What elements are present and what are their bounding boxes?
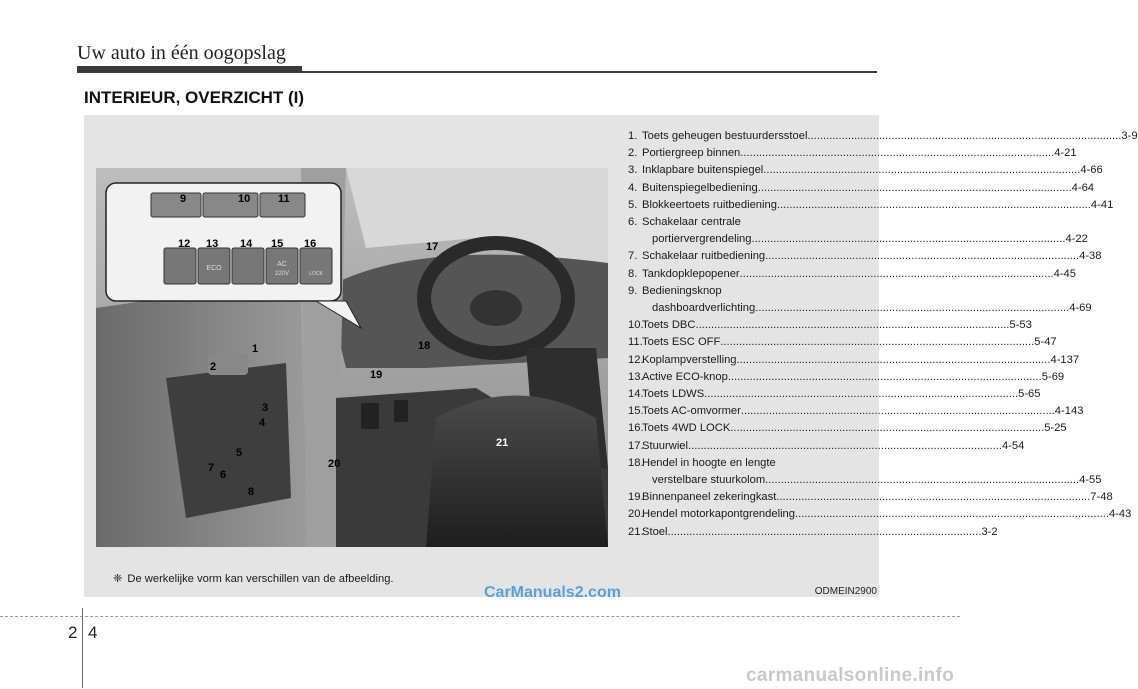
leader-dots <box>741 403 1055 420</box>
footnote-text: De werkelijke vorm kan verschillen van de afbeelding. <box>127 573 394 585</box>
page-divider <box>82 608 83 688</box>
legend-item-number: 1. <box>628 130 638 142</box>
legend-item-label: Stoel <box>642 525 668 538</box>
leader-dots <box>765 248 1079 265</box>
legend-item-page: 7-48 <box>1090 491 1113 504</box>
legend-item-number: 16. <box>628 422 644 435</box>
figure-code: ODMEIN2900 <box>814 586 877 597</box>
legend-item-number: 7. <box>628 250 638 263</box>
legend-item <box>628 524 998 541</box>
legend-item-number: 14. <box>628 388 644 401</box>
leader-dots <box>720 334 1034 351</box>
leader-dots <box>755 300 1069 317</box>
legend-item-label: Toets 4WD LOCK <box>642 422 731 435</box>
legend-item-label-cont: portiervergrendeling <box>652 233 752 246</box>
callout-7: 7 <box>208 462 215 474</box>
eco-switch-label: ECO <box>206 265 222 272</box>
legend-item-page: 4-143 <box>1054 405 1084 418</box>
legend-item-page: 4-54 <box>1001 439 1025 452</box>
legend-item-label: Toets geheugen bestuurdersstoel <box>642 130 808 142</box>
legend-item-label: Portiergreep binnen <box>642 147 741 160</box>
leader-dots <box>740 266 1054 283</box>
legend-item-label-cont: verstelbare stuurkolom <box>652 474 766 487</box>
callout-17: 17 <box>426 241 439 253</box>
legend-item-page: 4-137 <box>1050 353 1080 366</box>
lock-switch-label: LOCK <box>309 271 323 277</box>
lower-switch-row <box>164 248 332 284</box>
legend-item <box>628 369 1065 386</box>
legend-item <box>628 128 1138 145</box>
leader-dots <box>695 317 1009 334</box>
legend-item <box>628 403 1084 420</box>
callout-15: 15 <box>271 238 284 250</box>
legend-item-page: 3-9 <box>1121 130 1138 142</box>
legend-item-page: 5-53 <box>1009 319 1032 332</box>
legend-item-page: 5-25 <box>1044 422 1067 435</box>
legend-item-page: 4-38 <box>1079 250 1102 263</box>
legend-item-page: 4-55 <box>1079 474 1102 487</box>
callout-5: 5 <box>236 447 243 459</box>
legend-item <box>628 197 1114 214</box>
callout-6: 6 <box>220 469 227 481</box>
callout-11: 11 <box>278 193 290 205</box>
legend-item-label: Blokkeertoets ruitbediening <box>642 198 777 211</box>
legend-item-label-cont: dashboardverlichting <box>652 302 756 315</box>
callout-1: 1 <box>252 343 259 355</box>
legend-item <box>628 386 1041 403</box>
leader-dots <box>740 145 1054 162</box>
legend-item-number: 15. <box>628 405 644 418</box>
legend-item-label: Hendel in hoogte en lengte <box>642 456 776 469</box>
legend-item-label: Tankdopklepopener <box>642 267 740 280</box>
footnote-symbol: ❈ <box>113 573 123 585</box>
leader-dots <box>704 386 1018 403</box>
leader-dots <box>737 352 1051 369</box>
legend-item-page: 4-21 <box>1054 147 1077 160</box>
legend-item-label: Toets DBC <box>642 319 696 332</box>
callout-19: 19 <box>370 369 383 381</box>
page-number: 4 <box>88 623 98 642</box>
callout-2: 2 <box>210 361 217 373</box>
leader-dots <box>758 180 1072 197</box>
legend-item-number: 8. <box>628 267 638 280</box>
legend-item-number: 10. <box>628 319 644 332</box>
legend-item-number: 12. <box>628 353 644 366</box>
legend-item-number: 2. <box>628 147 638 160</box>
callout-13: 13 <box>206 238 219 250</box>
legend-item <box>628 248 1102 265</box>
legend-item <box>628 455 1102 489</box>
watermark-carmanuals2: CarManuals2.com <box>484 584 621 601</box>
header-rule-thin <box>77 71 877 73</box>
legend-item <box>628 334 1057 351</box>
legend-item <box>628 317 1032 334</box>
legend-item-label: Schakelaar centrale <box>642 216 741 229</box>
callout-20: 20 <box>328 458 341 470</box>
legend-item-number: 19. <box>628 491 644 504</box>
callout-10: 10 <box>238 193 251 205</box>
legend-item <box>628 489 1113 506</box>
legend-item-page: 4-66 <box>1080 164 1103 177</box>
leader-dots <box>728 369 1042 386</box>
callout-3: 3 <box>262 402 269 414</box>
callout-4: 4 <box>259 417 266 429</box>
legend-item-page: 4-69 <box>1069 302 1092 315</box>
interior-illustration <box>96 168 608 547</box>
leader-dots <box>688 438 1002 455</box>
callout-18: 18 <box>418 340 431 352</box>
legend-item <box>628 283 1092 317</box>
legend-item-label: Inklapbare buitenspiegel. <box>642 164 767 177</box>
legend-item <box>628 266 1076 283</box>
legend-item-number: 13. <box>628 370 644 383</box>
legend-item-page: 5-47 <box>1034 336 1057 349</box>
legend-item <box>628 162 1103 179</box>
callout-12: 12 <box>178 238 191 250</box>
legend-item-number: 5. <box>628 198 638 211</box>
legend-item-page: 4-41 <box>1090 198 1114 211</box>
legend-item-label: Binnenpaneel zekeringkast <box>642 491 777 504</box>
callout-16: 16 <box>304 238 317 250</box>
running-head: Uw auto in één oogopslag <box>77 42 286 64</box>
door-armrest <box>166 363 291 518</box>
pedal <box>394 400 408 422</box>
leader-dots <box>807 128 1121 145</box>
legend-item <box>628 352 1080 369</box>
leader-dots <box>668 524 982 541</box>
legend-item-page: 4-22 <box>1065 233 1088 246</box>
legend-item-label: Toets AC-omvormer <box>642 405 741 418</box>
legend-item-number: 4. <box>628 181 638 194</box>
legend-item-number: 9. <box>628 284 638 297</box>
ac-switch-label: AC <box>277 261 287 268</box>
section-title: INTERIEUR, OVERZICHT (I) <box>84 88 305 107</box>
legend-item-label: Toets LDWS <box>642 388 705 401</box>
callout-9: 9 <box>180 193 187 205</box>
leader-dots <box>776 489 1090 506</box>
legend-item-number: 18. <box>628 456 644 469</box>
legend-item-number: 21. <box>628 525 644 538</box>
legend-item-number: 20. <box>628 508 644 521</box>
legend-item-label: Stuurwiel <box>642 439 689 452</box>
leader-dots <box>730 420 1044 437</box>
legend-item-label: Buitenspiegelbediening <box>642 181 758 194</box>
legend-item <box>628 180 1095 197</box>
leader-dots <box>795 506 1109 523</box>
legend-item-page: 4-45 <box>1053 267 1076 280</box>
footnote <box>113 572 394 585</box>
watermark-carmanualsonline: carmanualsonline.info <box>746 665 954 686</box>
legend-item-page: 5-69 <box>1041 370 1065 383</box>
callout-21: 21 <box>496 437 509 449</box>
legend-item-label: Bedieningsknop <box>642 284 722 297</box>
pedal <box>361 403 379 429</box>
legend-item-label: Toets ESC OFF <box>642 336 721 349</box>
legend-item-label: Active ECO-knop <box>642 370 728 383</box>
legend-item <box>628 506 1132 523</box>
driver-seat <box>426 396 608 548</box>
legend-item-number: 17. <box>628 439 644 452</box>
leader-dots <box>765 472 1079 489</box>
legend-item-number: 6. <box>628 216 638 229</box>
legend-list <box>628 128 1138 541</box>
steering-hub <box>470 290 522 326</box>
legend-item-label: Hendel motorkapontgrendeling <box>642 508 795 521</box>
legend-item-number: 11. <box>628 336 643 349</box>
legend-item-page: 4-43 <box>1108 508 1132 521</box>
legend-item <box>628 145 1077 162</box>
legend-item <box>628 420 1067 437</box>
legend-item-label: Schakelaar ruitbediening <box>642 250 766 263</box>
leader-dots <box>766 162 1080 179</box>
legend-item-label: Koplampverstelling <box>642 353 737 366</box>
chapter-number: 2 <box>68 623 78 642</box>
footer-dashed-line <box>0 616 960 617</box>
legend-item-number: 3. <box>628 164 638 177</box>
legend-item-page: 5-65 <box>1018 388 1041 401</box>
legend-item <box>628 438 1025 455</box>
legend-item-page: 4-64 <box>1071 181 1095 194</box>
legend-item <box>628 214 1088 248</box>
leader-dots <box>777 197 1091 214</box>
leader-dots <box>752 231 1066 248</box>
ac-switch-sublabel: 220V <box>274 271 290 277</box>
callout-14: 14 <box>240 238 253 250</box>
legend-item-page: 3-2 <box>981 525 998 538</box>
callout-8: 8 <box>248 486 255 498</box>
